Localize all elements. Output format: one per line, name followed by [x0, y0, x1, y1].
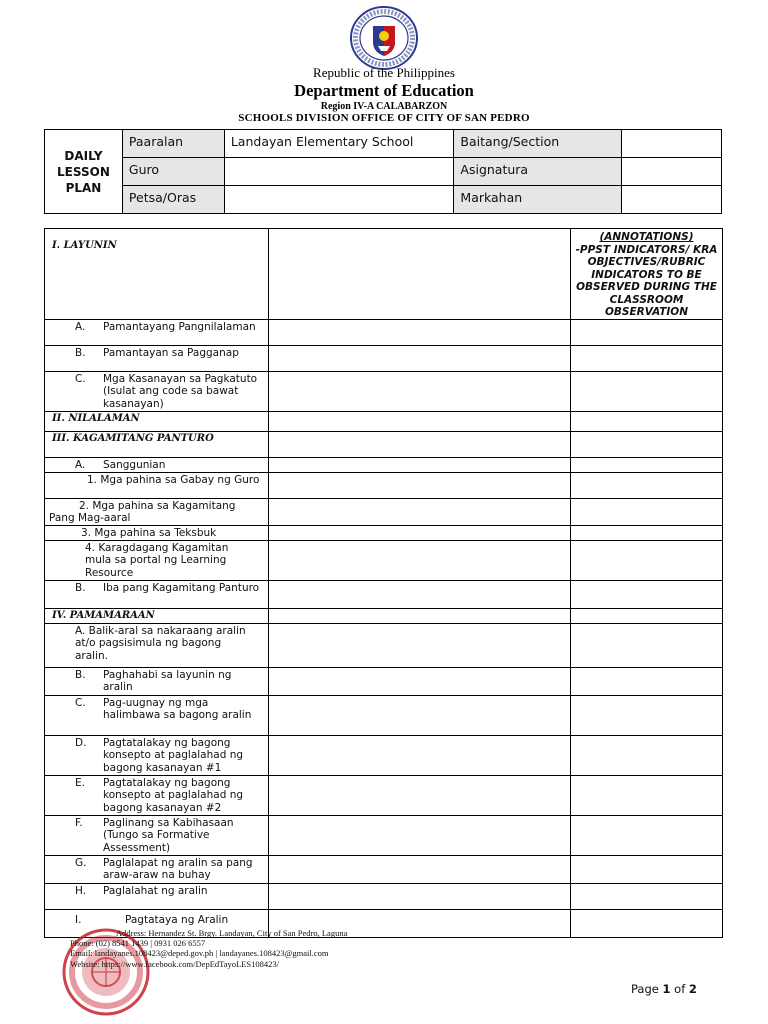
content-cell[interactable] — [269, 667, 571, 695]
markahan-label: Markahan — [454, 186, 622, 214]
annotation-cell[interactable] — [571, 735, 723, 775]
content-cell[interactable] — [269, 411, 571, 431]
dlp-line: DAILY — [64, 148, 103, 163]
content-cell[interactable] — [269, 525, 571, 540]
header-republic: Republic of the Philippines — [313, 65, 455, 80]
row-pag-uugnay — [45, 695, 269, 735]
deped-seal-logo — [349, 6, 419, 70]
row-sanggunian — [45, 457, 269, 472]
paaralan-value[interactable]: Landayan Elementary School — [224, 130, 454, 158]
footer-phone: Phone: (02) 8541 1439 | 0931 026 6557 — [70, 938, 206, 949]
item-marker: B. — [75, 668, 86, 681]
item-text: Pagtatalakay ng bagong konsepto at paglalahad ng bagong kasanayan #2 — [103, 776, 244, 814]
item-text: Iba pang Kagamitang Panturo — [103, 581, 260, 594]
annotation-cell[interactable] — [571, 815, 723, 855]
row-mga-kasanayan — [45, 371, 269, 411]
item-text: Paglalapat ng aralin sa pang araw-araw na buhay — [103, 856, 253, 881]
content-cell[interactable] — [269, 883, 571, 909]
row-iba-pang-kagamitan — [45, 580, 269, 608]
annotation-cell[interactable] — [571, 695, 723, 735]
item-marker: E. — [75, 776, 85, 789]
item-text: Pag-uugnay ng mga halimbawa sa bagong aralin — [103, 696, 252, 721]
item-text: A. Balik-aral sa nakaraang aralin at/o pagsisimula ng bagong aralin. — [75, 624, 246, 662]
item-text: 3. Mga pahina sa Teksbuk — [81, 526, 217, 539]
item-marker: B. — [75, 581, 86, 594]
row-karagdagang-kagamitan — [45, 540, 269, 580]
annotation-cell[interactable] — [571, 525, 723, 540]
item-text: Pagtatalakay ng bagong konsepto at paglalahad ng bagong kasanayan #1 — [103, 736, 244, 774]
item-text: Pamantayan sa Pagganap — [103, 346, 239, 359]
section-nilalaman: II. NILALAMAN — [45, 411, 269, 431]
page-number — [631, 982, 697, 996]
annotation-line: OBSERVED DURING THE — [576, 281, 717, 293]
item-marker: B. — [75, 346, 86, 359]
annotation-cell[interactable] — [571, 498, 723, 525]
item-marker: A. — [75, 320, 86, 333]
content-cell[interactable] — [269, 457, 571, 472]
footer-email[interactable]: Email: landayanes.108423@deped.gov.ph | landayanes.108423@gmail.com — [70, 948, 329, 959]
guro-label: Guro — [122, 158, 224, 186]
page-of: of — [674, 982, 686, 996]
baitang-label: Baitang/Section — [454, 130, 622, 158]
row-pamantayang-pangnilalaman — [45, 319, 269, 345]
annotation-cell[interactable] — [571, 472, 723, 498]
item-marker: D. — [75, 736, 87, 749]
annotation-cell[interactable] — [571, 883, 723, 909]
annotation-cell[interactable] — [571, 411, 723, 431]
content-cell[interactable] — [269, 319, 571, 345]
annotation-cell[interactable] — [571, 319, 723, 345]
annotations-header — [571, 229, 723, 320]
annotation-cell[interactable] — [571, 371, 723, 411]
markahan-value[interactable] — [622, 186, 722, 214]
row-kagamitang-pang-mag-aaral — [45, 498, 269, 525]
annotation-line: CLASSROOM — [609, 293, 684, 306]
item-text: Paghahabi sa layunin ng aralin — [103, 668, 232, 693]
daily-lesson-plan-label — [45, 130, 123, 214]
content-cell[interactable] — [269, 855, 571, 883]
section-pamamaraan: IV. PAMAMARAAN — [45, 608, 269, 623]
header-division: SCHOOLS DIVISION OFFICE OF CITY OF SAN PEDRO — [238, 112, 530, 124]
annotation-cell[interactable] — [571, 909, 723, 937]
footer-website[interactable]: Website: https://www.facebook.com/DepEdTayoLES108423/ — [70, 958, 279, 969]
content-cell[interactable] — [269, 580, 571, 608]
annotation-cell[interactable] — [571, 608, 723, 623]
dlp-line: LESSON — [57, 164, 110, 179]
section-kagamitang-panturo: III. KAGAMITANG PANTURO — [45, 431, 269, 457]
item-marker: F. — [75, 816, 83, 829]
annotation-cell[interactable] — [571, 855, 723, 883]
header-department: Department of Education — [294, 81, 474, 100]
content-cell[interactable] — [269, 371, 571, 411]
item-marker: G. — [75, 856, 87, 869]
asignatura-label: Asignatura — [454, 158, 622, 186]
lesson-info-table — [44, 129, 722, 214]
annotation-cell[interactable] — [571, 431, 723, 457]
school-contact-footer — [70, 928, 347, 969]
row-gabay-ng-guro — [45, 472, 269, 498]
content-cell[interactable] — [269, 229, 571, 320]
item-marker: C. — [75, 372, 86, 385]
annotation-cell[interactable] — [571, 667, 723, 695]
content-cell[interactable] — [269, 735, 571, 775]
item-text: Mga Kasanayan sa Pagkatuto (Isulat ang code sa bawat kasanayan) — [103, 372, 258, 410]
annotation-cell[interactable] — [571, 775, 723, 815]
row-paglalapat — [45, 855, 269, 883]
header-region: Region IV-A CALABARZON — [320, 101, 448, 112]
page-current: 1 — [662, 982, 671, 996]
row-paglalahat — [45, 883, 269, 909]
content-cell[interactable] — [269, 775, 571, 815]
item-text: 4. Karagdagang Kagamitan mula sa portal ng Learning Resource — [85, 541, 229, 579]
content-cell[interactable] — [269, 608, 571, 623]
page-total: 2 — [688, 982, 697, 996]
content-cell[interactable] — [269, 540, 571, 580]
content-cell[interactable] — [269, 472, 571, 498]
row-balik-aral — [45, 623, 269, 667]
row-paghahabi — [45, 667, 269, 695]
petsa-label: Petsa/Oras — [122, 186, 224, 214]
item-marker: C. — [75, 696, 86, 709]
item-text: 2. Mga pahina sa Kagamitang Pang Mag-aaral — [49, 499, 236, 524]
petsa-value[interactable] — [224, 186, 454, 214]
item-marker: I. — [75, 913, 82, 926]
paaralan-label: Paaralan — [122, 130, 224, 158]
content-cell[interactable] — [269, 695, 571, 735]
annotation-line: INDICATORS TO BE — [591, 268, 702, 281]
item-text: Paglinang sa Kabihasaan (Tungo sa Formative Assessment) — [103, 816, 234, 854]
section-layunin: I. LAYUNIN — [45, 229, 269, 320]
row-pagtatalakay-1 — [45, 735, 269, 775]
item-marker: A. — [75, 458, 86, 471]
content-cell[interactable] — [269, 623, 571, 667]
row-paglinang — [45, 815, 269, 855]
guro-value[interactable] — [224, 158, 454, 186]
item-text: Sanggunian — [103, 458, 166, 471]
content-cell[interactable] — [269, 431, 571, 457]
lesson-plan-table — [44, 228, 723, 938]
annotation-cell[interactable] — [571, 580, 723, 608]
annotation-cell[interactable] — [571, 540, 723, 580]
dlp-line: PLAN — [65, 180, 102, 195]
annotation-cell[interactable] — [571, 623, 723, 667]
item-marker: H. — [75, 884, 87, 897]
annotation-line: OBJECTIVES/RUBRIC — [587, 256, 706, 268]
footer-address: Address: Hernandez St. Brgy. Landayan, City of San Pedro, Laguna — [116, 928, 348, 938]
annotation-line: OBSERVATION — [604, 306, 689, 318]
item-text: Pagtataya ng Aralin — [125, 913, 229, 926]
item-text: Paglalahat ng aralin — [103, 884, 208, 897]
item-text: Pamantayang Pangnilalaman — [103, 320, 256, 333]
asignatura-value[interactable] — [622, 158, 722, 186]
content-cell[interactable] — [269, 815, 571, 855]
annotation-cell[interactable] — [571, 457, 723, 472]
row-pamantayan-sa-pagganap — [45, 345, 269, 371]
annotations-title: (ANNOTATIONS) — [599, 231, 694, 243]
item-text: 1. Mga pahina sa Gabay ng Guro — [87, 473, 260, 486]
baitang-value[interactable] — [622, 130, 722, 158]
annotation-cell[interactable] — [571, 345, 723, 371]
row-teksbuk — [45, 525, 269, 540]
page-label: Page — [631, 982, 659, 996]
content-cell[interactable] — [269, 345, 571, 371]
content-cell[interactable] — [269, 498, 571, 525]
annotation-line: -PPST INDICATORS/ KRA — [575, 243, 718, 256]
row-pagtatalakay-2 — [45, 775, 269, 815]
